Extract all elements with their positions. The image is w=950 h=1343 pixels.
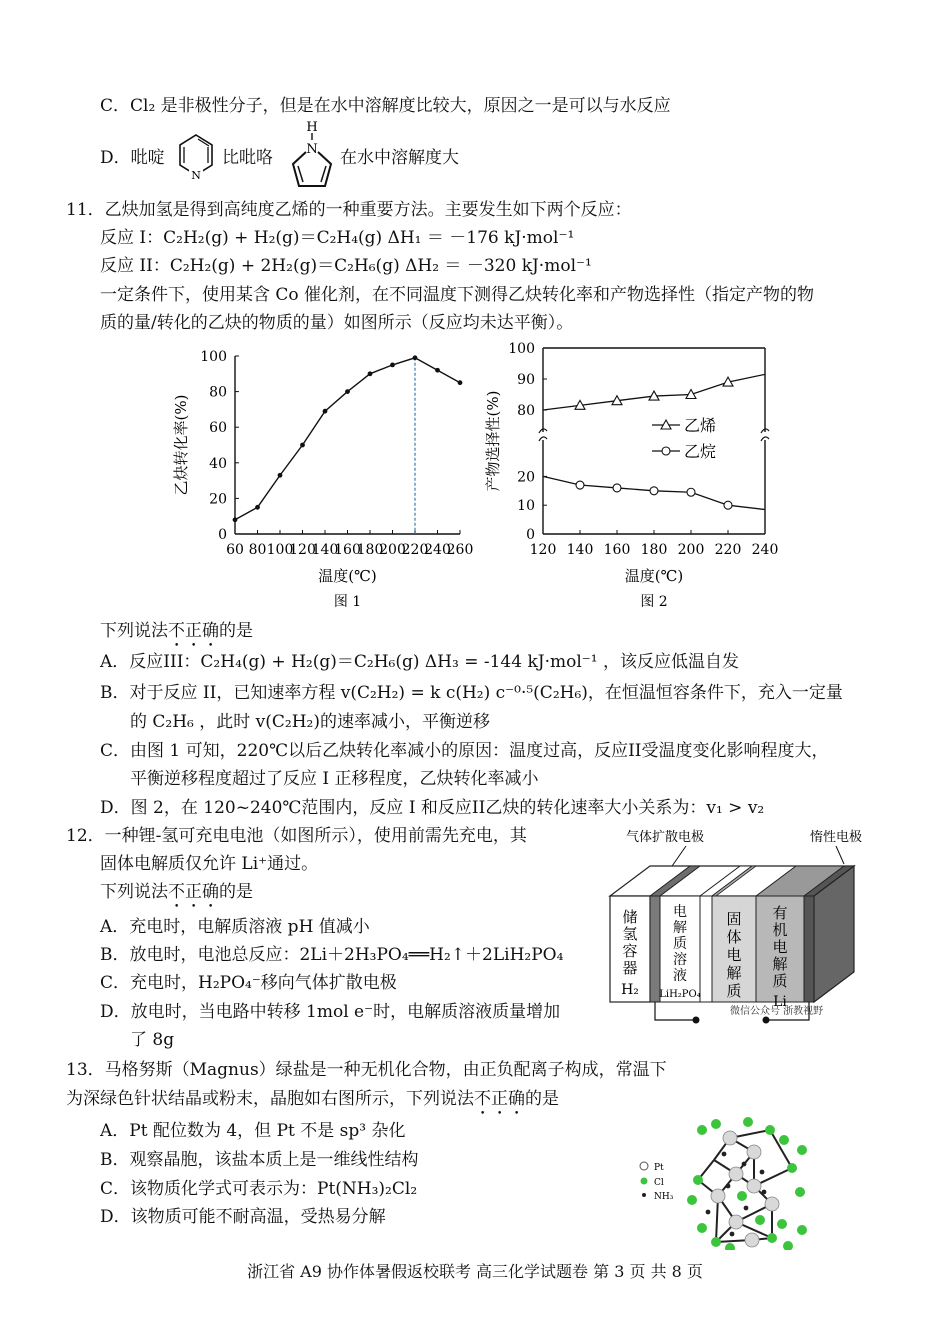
cl-atom [797,1225,807,1235]
battery-solid-char: 体 [726,928,742,946]
q12-ask-a: 下列说法 [100,882,168,902]
crystal-lattice [687,1117,807,1250]
figure-1-chart [160,338,480,618]
cl-atom [755,1215,765,1225]
fig2-y-label: 产物选择性(%) [484,390,502,492]
fig1-plot [172,349,473,610]
cl-atom [787,1163,797,1173]
q13-stem-c: 的是 [525,1089,559,1109]
nh3-group [730,1232,735,1237]
q12-option-d-line2: 了 8g [130,1030,175,1050]
q13-option-d: D．该物质可能不耐高温，受热易分解 [100,1207,386,1227]
nh3-group [706,1210,711,1215]
q12-stem-line2: 固体电解质仅允许 Li⁺通过。 [100,854,319,874]
fig1-data-point [323,409,328,414]
fig1-series-line [235,358,460,520]
nh3-group [760,1170,765,1175]
q12-ask-emphasis: 不正确 [168,882,219,902]
cl-atom [795,1187,805,1197]
q11-option-c-line1: C．由图 1 可知，220℃以后乙炔转化率减小的原因：温度过高，反应II受温度变化影响程度大， [100,741,829,761]
q11-ask-a: 下列说法 [100,621,168,641]
pyrrole-n-label: N [306,142,318,157]
q13-stem-line1: 13．马格努斯（Magnus）绿盐是一种无机化合物，由正负配离子构成，常温下 [66,1060,667,1080]
fig2-ethane-marker [613,484,621,492]
battery-solid-char: 解 [726,964,742,982]
figure-2-chart [480,338,800,618]
fig2-y-tick-label: 90 [517,372,535,388]
q11-question-prompt [100,621,253,651]
fig1-x-tick-label: 60 [226,542,244,558]
cl-atom [687,1195,697,1205]
q13-option-b: B．观察晶胞，该盐本质上是一维线性结构 [100,1150,419,1170]
cl-atom [711,1119,721,1129]
fig2-y-tick-label: 10 [517,498,535,515]
cl-atom [711,1237,721,1247]
cl-atom [779,1135,789,1145]
crystal-cell-diagram [632,1100,860,1250]
fig2-caption: 图 2 [640,594,668,610]
fig1-x-tick-label: 80 [248,542,267,558]
pyridine-n-label: N [191,169,201,181]
fig1-data-point [435,368,440,373]
fig1-x-tick-label: 220 [401,542,429,558]
fig2-x-tick-label: 240 [751,542,779,558]
cl-atom [693,1175,703,1185]
fig1-data-point [300,443,305,448]
fig2-x-label: 温度(℃) [624,567,684,585]
q11-option-b-line2: 的 C₂H₆ ，此时 v(C₂H₂)的速率减小，平衡逆移 [130,712,491,732]
q11-reaction-1: 反应 I：C₂H₂(g) + H₂(g)＝C₂H₄(g) ΔH₁ ＝ －176 kJ·mol⁻¹ [100,228,575,248]
cl-atom [737,1191,747,1201]
q12-option-d-line1: D．放电时，当电路中转移 1mol e⁻时，电解质溶液质量增加 [100,1002,561,1022]
fig1-data-point [345,389,350,394]
q12-option-b: B．放电时，电池总反应：2Li＋2H₃PO₄══H₂↑＋2LiH₂PO₄ [100,945,564,965]
q12-option-a: A．充电时，电解质溶液 pH 值减小 [100,917,370,937]
q11-ask-c: 的是 [219,621,253,641]
fig1-x-tick-label: 140 [311,542,339,558]
fig1-x-tick-label: 120 [289,542,316,558]
battery-solution-char: 解 [673,920,687,936]
fig1-x-tick-label: 260 [446,542,474,558]
battery-solution-char: 电 [673,904,687,920]
q11-paragraph-line1: 一定条件下，使用某含 Co 催化剂，在不同温度下测得乙炔转化率和产物选择性（指定产物的物 [100,285,815,305]
fig1-x-tick-label: 180 [356,542,384,558]
q13-option-c: C．该物质化学式可表示为：Pt(NH₃)₂Cl₂ [100,1179,418,1199]
nh3-group [744,1206,749,1211]
q12-option-c: C．充电时，H₂PO₄⁻移向气体扩散电极 [100,973,397,993]
fig1-data-point [368,371,373,376]
fig2-ethane-marker [576,481,584,489]
fig1-data-point [458,380,463,385]
q11-option-c-line2: 平衡逆移程度超过了反应 I 正移程度，乙炔转化率减小 [130,769,539,789]
battery-storage-char: 容 [622,942,638,960]
pt-atom [729,1215,743,1229]
fig1-y-tick-label: 60 [209,420,227,437]
fig2-x-tick-label: 200 [677,542,705,558]
fig2-legend-ethane-label: 乙烷 [684,442,717,461]
fig2-y-tick-label: 0 [526,527,535,543]
fig2-x-tick-label: 220 [714,542,742,558]
fig1-x-tick-label: 160 [334,542,361,558]
fig2-plot [484,341,778,610]
fig2-ethane-marker [724,501,732,509]
fig1-y-label: 乙炔转化率(%) [172,394,190,496]
pyrrole-h-label: H [306,120,318,135]
legend-pt-marker [640,1162,648,1170]
q11-reaction-2: 反应 II：C₂H₂(g) + 2H₂(g)＝C₂H₆(g) ΔH₂ ＝ －320 kJ·mol⁻¹ [100,256,592,276]
pyridine-structure [174,131,218,181]
fig1-data-point [278,473,283,478]
fig1-data-point [413,355,418,360]
fig1-y-tick-label: 0 [218,527,227,543]
battery-organic-char: 机 [772,921,788,939]
nh3-group [726,1184,731,1189]
legend-cl-marker [641,1178,648,1185]
fig1-y-tick-label: 40 [209,455,227,472]
q11-stem: 11．乙炔加氢是得到高纯度乙烯的一种重要方法。主要发生如下两个反应： [66,200,632,220]
fig1-y-tick-label: 80 [209,384,227,401]
fig1-caption: 图 1 [333,594,362,610]
fig1-x-tick-label: 240 [424,542,451,558]
fig2-x-tick-label: 140 [566,542,594,558]
q10-option-c: C．Cl₂ 是非极性分子，但是在水中溶解度比较大，原因之一是可以与水反应 [100,96,671,116]
pt-atom [765,1197,779,1211]
fig1-y-tick-label: 20 [209,491,227,508]
fig1-data-point [255,505,260,510]
legend-pt-label: Pt [654,1163,664,1173]
pt-atom [745,1233,759,1247]
battery-storage-h2: H₂ [621,982,639,998]
q13-stem-line2 [66,1089,559,1119]
cl-atom [797,1145,807,1155]
battery-solid-char: 固 [726,910,742,928]
battery-storage-char: 氢 [622,925,638,943]
battery-storage-char: 器 [622,959,638,977]
cl-atom [777,1219,787,1229]
q12-stem-line1: 12．一种锂-氢可充电电池（如图所示），使用前需先充电，其 [66,826,527,846]
battery-organic-char: 电 [772,938,788,956]
fig2-y-tick-label: 20 [517,469,535,486]
cl-atom [765,1125,775,1135]
nh3-group [722,1152,727,1157]
battery-solid-char: 质 [726,982,742,1000]
q13-stem-emphasis: 不正确 [474,1089,525,1109]
q10-option-d-end: 在水中溶解度大 [340,148,459,168]
nh3-group [742,1162,747,1167]
label-inert-electrode: 惰性电极 [810,830,863,845]
legend-nh3-marker [642,1193,646,1197]
fig1-y-tick-label: 100 [200,349,227,365]
pt-atom [747,1145,761,1159]
pt-atom [711,1189,725,1203]
pt-atom [729,1167,743,1181]
fig2-x-tick-label: 180 [640,542,668,558]
cl-atom [767,1233,777,1243]
battery-organic-char: 质 [772,972,788,990]
crystal-bond [770,1130,792,1168]
crystal-legend [640,1162,674,1202]
fig2-x-tick-label: 160 [603,542,631,558]
battery-solid-char: 电 [726,946,742,964]
cl-atom [743,1117,753,1127]
fig2-ethane-marker [687,488,695,496]
q11-option-b-line1: B．对于反应 II，已知速率方程 v(C₂H₂) = k c(H₂) c⁻⁰·⁵(C₂H₆)，在恒温恒容条件下，充入一定量 [100,683,843,703]
fig1-x-tick-label: 200 [379,542,406,558]
nh3-group [762,1190,767,1195]
fig2-y-tick-label: 100 [508,341,535,357]
fig1-x-label: 温度(℃) [318,567,377,585]
fig1-data-point [390,363,395,368]
q11-ask-emphasis: 不正确 [168,621,219,641]
battery-solution-char: 溶 [673,952,687,968]
battery-diagram [604,822,884,1028]
fig2-y-tick-label: 80 [517,403,535,419]
fig2-ethane-marker [650,487,658,495]
pyrrole-structure [286,118,338,192]
fig2-legend-ethane-marker [662,447,670,455]
q10-option-d-label: D．吡啶 [100,148,165,168]
pt-atom [747,1179,761,1193]
q11-option-a: A．反应III：C₂H₄(g) + H₂(g)＝C₂H₆(g) ΔH₃ = -144 kJ·mol⁻¹ ，该反应低温自发 [100,652,739,672]
fig1-data-point [233,517,238,522]
battery-organic-char: 有 [772,904,788,922]
fig1-x-tick-label: 100 [266,542,294,558]
q11-paragraph-line2: 质的量/转化的乙炔的物质的量）如图所示（反应均未达平衡）。 [100,313,574,333]
cl-atom [697,1223,707,1233]
cl-atom [697,1125,707,1135]
page-footer: 浙江省 A9 协作体暑假返校联考 高三化学试题卷 第 3 页 共 8 页 [247,1262,703,1281]
battery-watermark: 微信公众号 浙教视野 [730,1006,824,1017]
cl-atom [783,1241,793,1250]
label-gas-electrode: 气体扩散电极 [626,830,705,845]
battery-solution-char: 质 [673,936,687,952]
fig2-x-tick-label: 120 [529,542,557,558]
q11-option-d: D．图 2，在 120~240℃范围内，反应 I 和反应II乙炔的转化速率大小关系为：v₁ > v₂ [100,798,765,818]
battery-solution-formula: LiH₂PO₄ [659,989,701,1000]
battery-solution-char: 液 [673,968,687,984]
q12-ask-c: 的是 [219,882,253,902]
cl-atom [725,1243,735,1250]
pt-atom [723,1131,737,1145]
legend-cl-label: Cl [654,1178,664,1188]
q10-option-d-mid: 比吡咯 [222,148,273,168]
q12-question-prompt [100,882,253,912]
battery-organic-char: 解 [772,955,788,973]
q13-stem-a: 为深绿色针状结晶或粉末，晶胞如右图所示，下列说法 [66,1089,474,1109]
fig2-legend-ethylene-label: 乙烯 [684,416,717,435]
q13-option-a: A．Pt 配位数为 4，但 Pt 不是 sp³ 杂化 [100,1121,406,1141]
battery-storage-char: 储 [622,908,638,926]
legend-nh3-label: NH₃ [654,1192,674,1202]
battery-organic-li: Li [773,994,787,1010]
